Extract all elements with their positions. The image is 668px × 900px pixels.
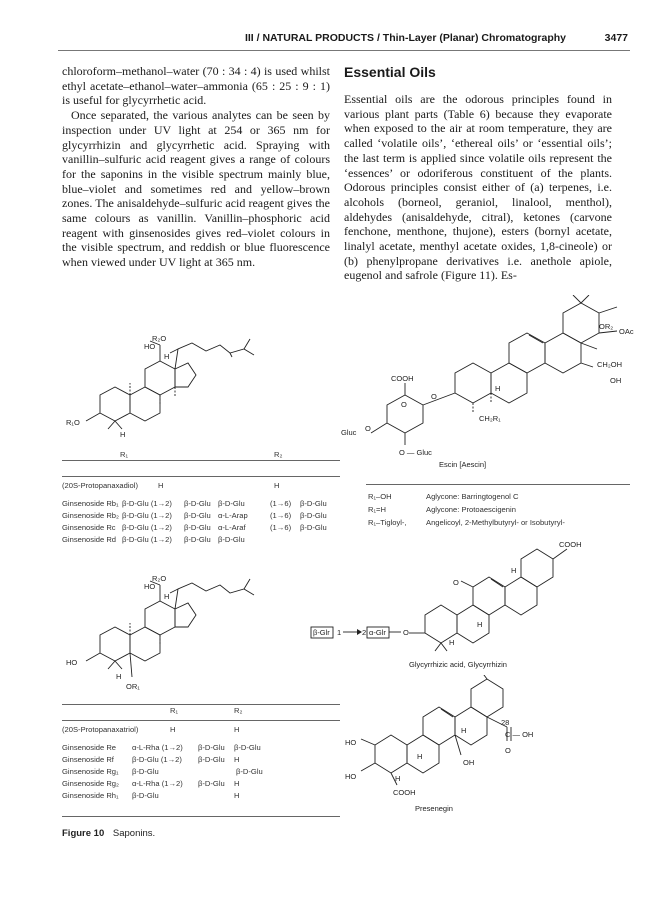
struct1-ho-label: HO (144, 342, 156, 351)
struct2-h2-label: H (116, 672, 122, 681)
left-column (62, 64, 330, 270)
glyc-o-label: O (453, 578, 459, 587)
ginsenoside-table-2-body (62, 725, 342, 815)
escin-row-2-key: R₁=H (368, 505, 386, 514)
table-row: Ginsenoside Rd (62, 535, 117, 544)
table-cell: H (170, 725, 176, 734)
table1-header-r1: R₁ (120, 450, 129, 459)
glyc-name: Glycyrrhizic acid, Glycyrrhizin (409, 660, 507, 669)
running-header (58, 28, 630, 51)
table2-bottom-rule (62, 816, 340, 817)
escin-ch2r1-label: CH₂R₁ (479, 414, 501, 423)
struct1-h2-label: H (120, 430, 126, 439)
table-cell: β-D-Glu (236, 767, 263, 776)
escin-h-label: H (495, 384, 501, 393)
escin-gluc-label: Gluc (341, 428, 357, 437)
presenegin-o-label: O (505, 746, 511, 755)
table-row: Ginsenoside Rg₂ (62, 779, 119, 788)
table-row: Ginsenoside Rh₁ (62, 791, 119, 800)
presenegin-c-oh-label: C — OH (505, 730, 534, 739)
table-cell: α-L-Rha (1→2) (132, 779, 183, 788)
table2-header-r2: R₂ (234, 706, 243, 715)
table-row: Ginsenoside Rb₁ (62, 499, 119, 508)
table-cell: β-D-Glu (198, 779, 225, 788)
table2-header-r1: R₁ (170, 706, 179, 715)
escin-oh-label: OH (610, 376, 622, 385)
struct2-or1-label: OR₁ (126, 682, 140, 691)
table-cell: α-L-Araf (218, 523, 246, 532)
glyc-beta-glr-box: β-Glr (313, 628, 330, 637)
glyc-h2-label: H (477, 620, 483, 629)
table-cell: α-L-Rha (1→2) (132, 743, 183, 752)
table-row: Ginsenoside Rg₁ (62, 767, 119, 776)
glyc-cooh-label: COOH (559, 540, 582, 549)
right-paragraph-1: Essential oils are the odorous principles found in various plant parts (Table 6) because they evaporate when exposed to the air at room temperature, they are called ‘volatile oils’, ‘ethereal oils’ or ‘essential oils’; the last term is applied since volatile oils represent the ‘essences’ or odoriferous constituent of the plants. Odorous principles consist either of (a) terpenes, i.e. alcohols (borneol, geraniol, linalool, menthol), aldehydes (anisaldehyde, citral), ketones (carvone fenchone, menthone, thujone), esters (bornyl acetate, linalyl acetate, menthyl acetate oxides, 1,8-cineole) or (b) phenylpropane derivatives i.e. anethole apiole, eugenol and safrole (Figure 11). Es- (344, 92, 612, 283)
glyc-h-label: H (511, 566, 517, 575)
escin-name: Escin [Aescin] (439, 460, 487, 469)
presenegin-h3-label: H (395, 774, 401, 783)
presenegin-h2-label: H (417, 752, 423, 761)
table-cell: (1→6) (270, 523, 292, 532)
table-cell: β-D-Glu (1→2) (132, 755, 182, 764)
presenegin-28-label: 28 (501, 718, 510, 727)
table-row: Ginsenoside Re (62, 743, 117, 752)
escin-gluc2-label: O — Gluc (399, 448, 432, 457)
figure-caption-text: Saponins. (112, 828, 156, 839)
escin-row-1-val: Aglycone: Barringtogenol C (426, 492, 519, 501)
figure-caption-label: Figure 10 (62, 828, 105, 839)
table1-top-rule (62, 460, 340, 461)
escin-o1-label: O (401, 400, 407, 409)
escin-row-2-val: Aglycone: Protoaescigenin (426, 505, 516, 514)
table-cell: β-D-Glu (184, 499, 211, 508)
escin-structure (335, 295, 635, 475)
table-cell: β-D-Glu (1→2) (122, 523, 172, 532)
table-row: Ginsenoside Rc (62, 523, 116, 532)
section-title: Essential Oils (344, 64, 436, 80)
struct2-h-label: H (164, 592, 170, 601)
table-cell: β-D-Glu (300, 499, 327, 508)
protopanaxadiol-structure (60, 325, 310, 455)
presenegin-name: Presenegin (415, 804, 453, 813)
left-paragraph-2: Once separated, the various analytes can be seen by inspection under UV light at 254 or 365 nm for glycyrrhizin and glycyrrhetic acid. Spraying with vanillin–sulfuric acid reagent gives a range of colours for the saponins in the visible spectrum mainly blue, blue–violet and sometimes red and yellow–brown zones. The anisaldehyde–sulfuric acid reagent gives the same colours as vanillin. Vanillin–phosphoric acid reagent with ginsenosides gives red–violet colours in the visible spectrum, and reddish or blue fluorescence when viewed under UV light at 365 nm. (62, 108, 330, 270)
table-cell: β-D-Glu (1→2) (122, 535, 172, 544)
glyc-link-1: 1 (337, 628, 342, 637)
table2-top-rule (62, 704, 340, 705)
escin-oac-label: OAc (619, 327, 634, 336)
table-cell: β-D-Glu (300, 511, 327, 520)
table-row: (20S-Protopanaxatriol) (62, 725, 139, 734)
ginsenoside-table-1-body (62, 481, 342, 551)
glyc-alpha-glr-box: α-Glr (369, 628, 386, 637)
table1-header-rule (62, 476, 340, 477)
presenegin-ho2-label: HO (345, 772, 357, 781)
table-cell: β-D-Glu (184, 523, 211, 532)
presenegin-oh-label: OH (463, 758, 475, 767)
escin-table-rule (366, 484, 630, 485)
struct2-r2o-label: R₂O (152, 574, 167, 583)
table-row: Ginsenoside Rf (62, 755, 114, 764)
glyc-h3-label: H (449, 638, 455, 647)
table-cell: β-D-Glu (198, 743, 225, 752)
escin-table (368, 492, 630, 532)
presenegin-structure (345, 675, 635, 815)
escin-o3-label: O (365, 424, 371, 433)
glyc-o2-label: O (403, 628, 409, 637)
table-row: Ginsenoside Rb₂ (62, 511, 119, 520)
escin-cooh-label: COOH (391, 374, 414, 383)
table-cell: β-D-Glu (1→2) (122, 499, 172, 508)
table-cell: β-D-Glu (132, 767, 159, 776)
table-cell: β-D-Glu (198, 755, 225, 764)
table-cell: (1→6) (270, 511, 292, 520)
table-cell: (1→6) (270, 499, 292, 508)
table-cell: H (234, 791, 240, 800)
table-cell: H (234, 779, 240, 788)
left-paragraph-1: chloroform–methanol–water (70 : 34 : 4) is used whilst ethyl acetate–ethanol–water–ammonia (65 : 25 : 9 : 1) is useful for glycyrrhetic acid. (62, 64, 330, 108)
figure-caption (62, 828, 155, 839)
presenegin-ho1-label: HO (345, 738, 357, 747)
presenegin-h-label: H (461, 726, 467, 735)
table-cell: β-D-Glu (300, 523, 327, 532)
protopanaxatriol-structure (60, 565, 310, 700)
table2-header-rule (62, 720, 340, 721)
table-cell: β-D-Glu (218, 499, 245, 508)
struct1-h-label: H (164, 352, 170, 361)
table-cell: β-D-Glu (234, 743, 261, 752)
page-number: 3477 (604, 32, 628, 44)
table-cell: H (234, 755, 240, 764)
presenegin-cooh-label: COOH (393, 788, 416, 797)
glycyrrhizic-acid-structure (305, 535, 635, 675)
struct2-ho-label: HO (66, 658, 78, 667)
table-cell: H (234, 725, 240, 734)
escin-row-1-key: R₁–OH (368, 492, 392, 501)
table1-header-r2: R₂ (274, 450, 283, 459)
escin-ch2oh-label: CH₂OH (597, 360, 622, 369)
right-column (344, 64, 612, 283)
table-cell: β-D-Glu (1→2) (122, 511, 172, 520)
table-cell: β-D-Glu (184, 535, 211, 544)
table-cell: H (274, 481, 280, 490)
table-row: (20S-Protopanaxadiol) (62, 481, 138, 490)
escin-row-3-key: R₁–Tigloyl-, (368, 518, 407, 527)
table-cell: H (158, 481, 164, 490)
table-cell: β-D-Glu (218, 535, 245, 544)
escin-row-3-val: Angelicoyl, 2-Methylbutyryl- or Isobutyryl- (426, 518, 565, 527)
table-cell: β-D-Glu (132, 791, 159, 800)
table-cell: α-L-Arap (218, 511, 248, 520)
glyc-link-2: 2 (362, 628, 367, 637)
table-cell: β-D-Glu (184, 511, 211, 520)
escin-or2-label: OR₂ (599, 322, 614, 331)
running-head-title: III / NATURAL PRODUCTS / Thin-Layer (Planar) Chromatography (244, 32, 566, 44)
struct1-r2o-label: R₂O (152, 334, 167, 343)
struct2-ho-top-label: HO (144, 582, 156, 591)
struct1-r1o-label: R₁O (66, 418, 80, 427)
escin-o2-label: O (431, 392, 437, 401)
